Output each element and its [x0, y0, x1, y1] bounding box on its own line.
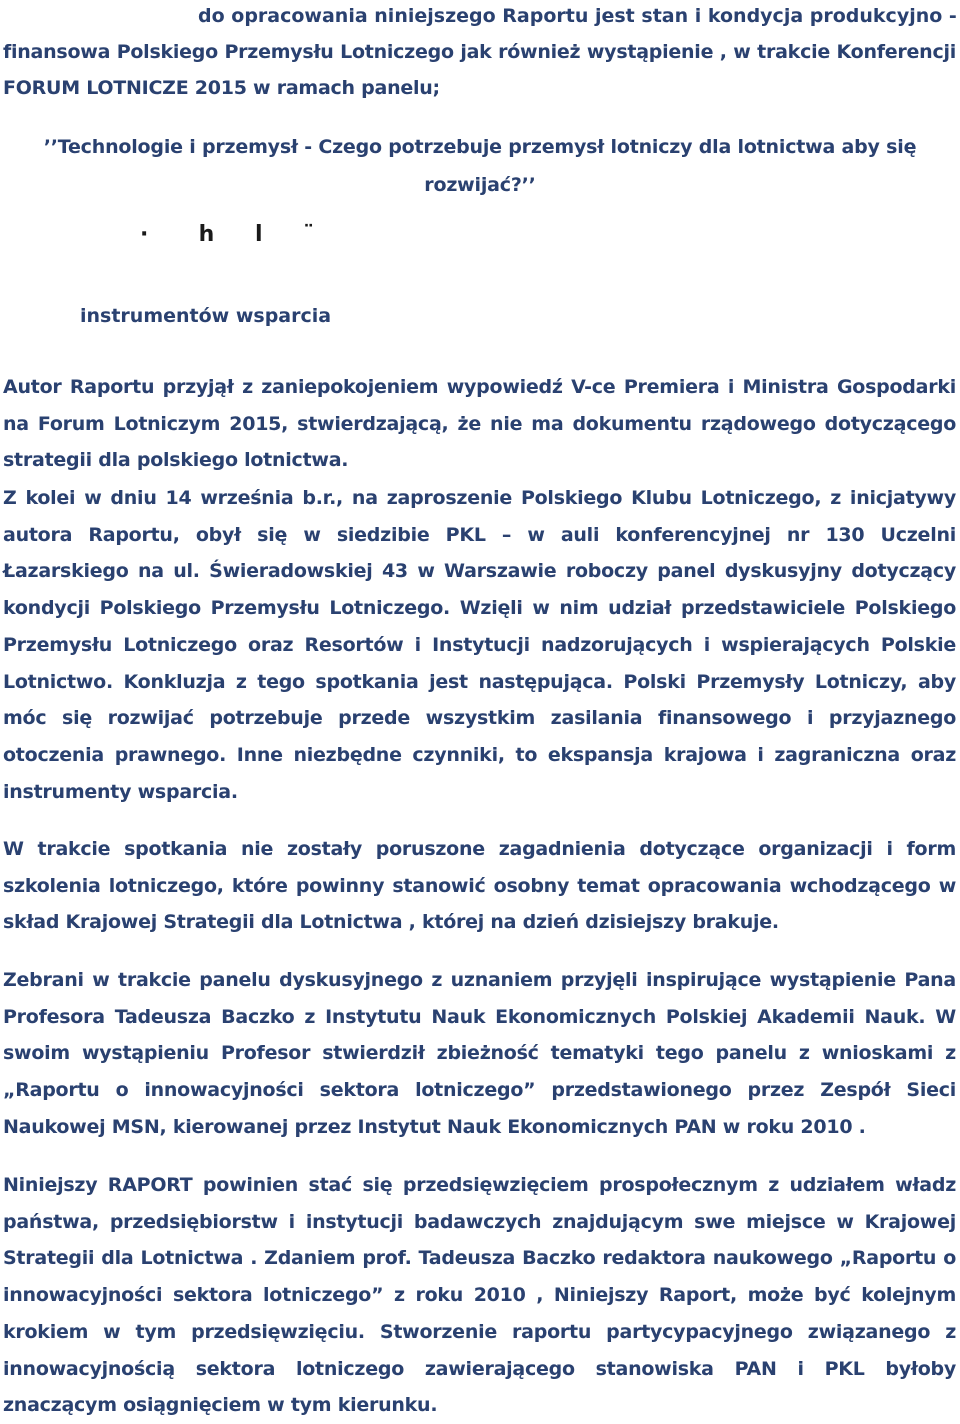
- instrument-heading: instrumentów wsparcia: [80, 305, 332, 327]
- intro-line-1: do opracowania niniejszego Raportu jest stan i kondycja produkcyjno -: [198, 5, 957, 27]
- paragraph-szkolenie-lotnicze: W trakcie spotkania nie zostały poruszone zagadnienia dotyczące organizacji i form szkolenia lotniczego, które powinny stanowić osobny temat opracowania wchodzącego w skład Krajowej Strategii dla Lotnictwa , której na dzień dzisiejszy brakuje.: [3, 838, 956, 934]
- paragraph-panel-dyskusyjny: Z kolei w dniu 14 września b.r., na zaproszenie Polskiego Klubu Lotniczego, z inicjatywy autora Raportu, obył się w siedzibie PKL – w auli konferencyjnej nr 130 Uczelni Łazarskiego na ul. Świeradowskiej 43 w Warszawie roboczy panel dyskusyjny dotyczący kondycji Polskiego Przemysłu Lotniczego. Wzięli w nim udział przedstawiciele Polskiego Przemysłu Lotniczego oraz Resortów i Instytucji nadzorujących i wspierających Polskie Lotnictwo. Konkluzja z tego spotkania jest następująca. Polski Przemysły Lotniczy, aby móc się rozwijać potrzebuje przede wszystkim zasilania finansowego i przyjaznego otoczenia prawnego. Inne niezbędne czynniki, to ekspansja krajowa i zagraniczna oraz instrumenty wsparcia.: [3, 487, 956, 803]
- paragraph-wystapienie-profesora: Zebrani w trakcie panelu dyskusyjnego z uznaniem przyjęli inspirujące wystąpienie Pana Profesora Tadeusza Baczko z Instytutu Nauk Ekonomicznych Polskiej Akademii Nauk. W swoim wystąpieniu Profesor stwierdził zbieżność tematyki tego panelu z wnioskami z „Raportu o innowacyjności sektora lotniczego” przedstawionego przez Zespół Sieci Naukowej MSN, kierowanej przez Instytut Nauk Ekonomicznych PAN w roku 2010 .: [3, 969, 956, 1138]
- scan-artifact-characters: · h l ¨: [140, 222, 317, 247]
- paragraph-autor-raportu: Autor Raportu przyjął z zaniepokojeniem wypowiedź V-ce Premiera i Ministra Gospodarki na Forum Lotniczym 2015, stwierdzającą, że nie ma dokumentu rządowego dotyczącego strategii dla polskiego lotnictwa.: [3, 376, 956, 472]
- intro-continuation: finansowa Polskiego Przemysłu Lotniczego jak również wystąpienie , w trakcie Konferencji FORUM LOTNICZE 2015 w ramach panelu;: [3, 41, 956, 99]
- paragraph-niniejszy-raport: Niniejszy RAPORT powinien stać się przedsięwzięciem prospołecznym z udziałem władz państwa, przedsiębiorstw i instytucji badawczych znajdującym swe miejsce w Krajowej Strategii dla Lotnictwa . Zdaniem prof. Tadeusza Baczko redaktora naukowego „Raportu o innowacyjności sektora lotniczego” z roku 2010 , Niniejszy Raport, może być kolejnym krokiem w tym przedsięwzięciu. Stworzenie raportu partycypacyjnego związanego z innowacyjnością sektora lotniczego zawierającego stanowiska PAN i PKL byłoby znaczącym osiągnięciem w tym kierunku.: [3, 1174, 956, 1417]
- panel-title-quote: ’’Technologie i przemysł - Czego potrzebuje przemysł lotniczy dla lotnictwa aby się rozwijać?’’: [43, 136, 917, 196]
